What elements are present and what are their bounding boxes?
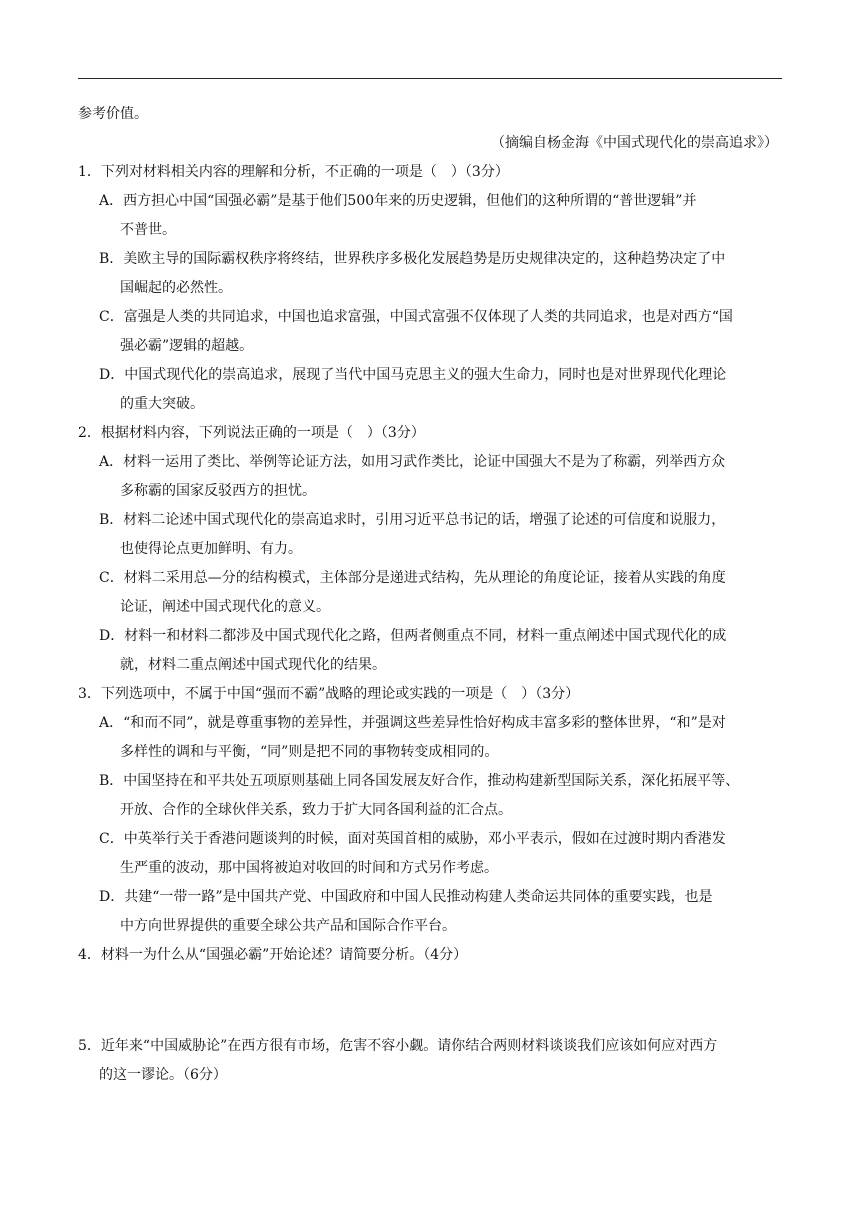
option-c: C．富强是人类的共同追求，中国也追求富强，中国式富强不仅体现了人类的共同追求，也是对西方“国: [99, 309, 733, 325]
option-c: C．材料二采用总—分的结构模式，主体部分是递进式结构，先从理论的角度论证，接着从实践的角度: [99, 570, 726, 586]
question-stem: 5．近年来“中国威胁论”在西方很有市场，危害不容小觑。请你结合两则材料谈谈我们应该如何应对西方: [78, 1038, 718, 1054]
option-a: A．“和而不同”，就是尊重事物的差异性，并强调这些差异性恰好构成丰富多彩的整体世界，“和”是对: [99, 715, 726, 731]
option-d: D．材料一和材料二都涉及中国式现代化之路，但两者侧重点不同，材料一重点阐述中国式现代化的成: [99, 628, 727, 644]
option-c-cont: 强必霸”逻辑的超越。: [120, 338, 254, 354]
passage-tail: 参考价值。: [78, 106, 148, 122]
source-citation: （摘编自杨金海《中国式现代化的崇高追求》）: [491, 135, 778, 151]
option-b: B．中国坚持在和平共处五项原则基础上同各国发展友好合作，推动构建新型国际关系，深化拓展平等、: [99, 773, 740, 789]
question-5: [78, 1032, 782, 1090]
question-stem-cont: 的这一谬论。（6分）: [99, 1067, 227, 1083]
option-c: C．中英举行关于香港问题谈判的时候，面对英国首相的威胁，邓小平表示，假如在过渡时期内香港发: [99, 831, 726, 847]
exam-page: [78, 100, 782, 1090]
option-b-cont: 国崛起的必然性。: [120, 280, 232, 296]
question-4: 4．材料一为什么从“国强必霸”开始论述？请简要分析。（4分）: [78, 947, 468, 963]
option-d-cont: 就，材料二重点阐述中国式现代化的结果。: [120, 657, 386, 673]
option-b-cont: 开放、合作的全球伙伴关系，致力于扩大同各国利益的汇合点。: [120, 802, 512, 818]
option-a: A．西方担心中国“国强必霸”是基于他们500年来的历史逻辑，但他们的这种所谓的“普世逻辑”并: [99, 193, 697, 209]
answer-space: [78, 970, 782, 1032]
option-d: D．共建“一带一路”是中国共产党、中国政府和中国人民推动构建人类命运共同体的重要实践，也是: [99, 889, 713, 905]
question-1: [78, 158, 782, 419]
option-a-cont: 不普世。: [120, 222, 176, 238]
option-d: D．中国式现代化的崇高追求，展现了当代中国马克思主义的强大生命力，同时也是对世界现代化理论: [99, 367, 727, 383]
option-c-cont: 生严重的波动，那中国将被迫对收回的时间和方式另作考虑。: [120, 860, 498, 876]
option-b: B．材料二论述中国式现代化的崇高追求时，引用习近平总书记的话，增强了论述的可信度和说服力，: [99, 512, 726, 528]
question-stem: 3．下列选项中，不属于中国“强而不霸”战略的理论或实践的一项是（ ）（3分）: [78, 686, 580, 702]
option-d-cont: 的重大突破。: [120, 396, 204, 412]
option-b-cont: 也使得论点更加鲜明、有力。: [120, 541, 302, 557]
question-3: [78, 680, 782, 941]
option-a: A．材料一运用了类比、举例等论证方法，如用习武作类比，论证中国强大不是为了称霸，列举西方众: [99, 454, 726, 470]
option-b: B．美欧主导的国际霸权秩序将终结，世界秩序多极化发展趋势是历史规律决定的，这种趋势决定了中: [99, 251, 726, 267]
option-a-cont: 多样性的调和与平衡，“同”则是把不同的事物转变成相同的。: [120, 744, 499, 760]
option-c-cont: 论证，阐述中国式现代化的意义。: [120, 599, 330, 615]
option-d-cont: 中方向世界提供的重要全球公共产品和国际合作平台。: [120, 918, 456, 934]
header-rule: [78, 78, 782, 79]
question-stem: 2．根据材料内容，下列说法正确的一项是（ ）（3分）: [78, 425, 425, 441]
question-stem: 1．下列对材料相关内容的理解和分析，不正确的一项是（ ）（3分）: [78, 164, 509, 180]
option-a-cont: 多称霸的国家反驳西方的担忧。: [120, 483, 316, 499]
question-2: [78, 419, 782, 680]
